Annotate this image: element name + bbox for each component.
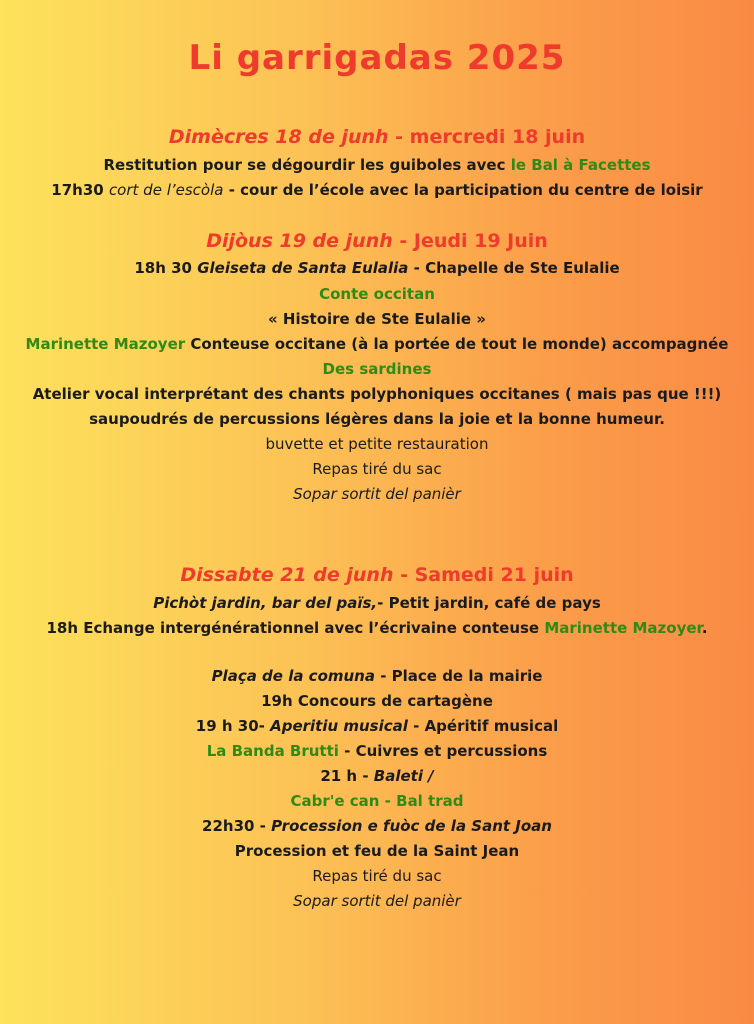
day3-banda-name: La Banda Brutti <box>206 742 339 760</box>
day3-procession-time: 22h30 - <box>202 817 272 835</box>
day1-bal-facettes: le Bal à Facettes <box>510 156 651 174</box>
day3-baleti-time: 21 h - <box>320 767 374 785</box>
day3-placa-oc: Plaça de la comuna <box>211 667 375 685</box>
day3-echange-marinette: Marinette Mazoyer <box>544 619 702 637</box>
day2-atelier2: saupoudrés de percussions légères dans la joie et la bonne humeur. <box>89 410 665 428</box>
day2-heading <box>0 228 754 255</box>
day1-heading-fr: mercredi 18 juin <box>409 126 586 148</box>
day1-line2-oc: cort de l’escòla <box>108 181 224 199</box>
day2-conte: Conte occitan <box>319 285 435 303</box>
day3-procession-oc: Procession e fuòc de la Sant Joan <box>271 817 552 835</box>
day2-repas: Repas tiré du sac <box>312 460 442 478</box>
day2-marinette-line <box>0 333 754 355</box>
day1-line2-time: 17h30 <box>51 181 109 199</box>
day2-conteuse: Conteuse occitane (à la portée de tout le monde) accompagnée <box>185 335 729 353</box>
day3-concours: 19h Concours de cartagène <box>261 692 493 710</box>
day3-heading-sep: - <box>393 564 415 586</box>
day3-jardin-fr: - Petit jardin, café de pays <box>377 594 601 612</box>
day3-banda-desc: - Cuivres et percussions <box>338 742 548 760</box>
day2-buvette: buvette et petite restauration <box>265 435 489 453</box>
day1-line1 <box>0 154 754 176</box>
day3-echange-dot: . <box>701 619 708 637</box>
day2-sardines: Des sardines <box>322 360 432 378</box>
day1-line2 <box>0 179 754 201</box>
day3-aperitiu-oc: Aperitiu musical <box>270 717 408 735</box>
day1-heading <box>0 124 754 151</box>
day2-sopar: Sopar sortit del panièr <box>293 485 461 503</box>
day2-heading-sep: - <box>392 230 414 252</box>
day2-atelier1: Atelier vocal interprétant des chants polyphoniques occitanes ( mais pas que !!!) <box>32 385 722 403</box>
day3-echange <box>0 617 754 639</box>
day1-heading-oc: Dimècres 18 de junh <box>168 126 389 148</box>
day2-histoire: « Histoire de Ste Eulalie » <box>267 310 486 328</box>
day2-marinette: Marinette Mazoyer <box>25 335 186 353</box>
day2-heading-oc: Dijòus 19 de junh <box>206 230 393 252</box>
day3-procession-fr: Procession et feu de la Saint Jean <box>234 842 520 860</box>
day2-line1 <box>0 257 754 279</box>
day3-aperitiu <box>0 715 754 737</box>
day3-aperitiu-fr: - Apéritif musical <box>407 717 559 735</box>
day1-line1-text: Restitution pour se dégourdir les guiboles avec <box>103 156 511 174</box>
day3-cabre: Cabr'e can - Bal trad <box>290 792 464 810</box>
day3-jardin-oc: Pichòt jardin, bar del païs, <box>153 594 378 612</box>
day1-heading-sep: - <box>388 126 410 148</box>
page-title: Li garrigadas 2025 <box>188 38 566 78</box>
day3-heading-fr: Samedi 21 juin <box>414 564 574 586</box>
day3-heading <box>0 562 754 589</box>
day3-placa-fr: - Place de la mairie <box>374 667 543 685</box>
day2-heading-fr: Jeudi 19 Juin <box>413 230 548 252</box>
day3-baleti-oc: Baleti / <box>373 767 434 785</box>
day3-repas: Repas tiré du sac <box>312 867 442 885</box>
day2-line1-fr: - Chapelle de Ste Eulalie <box>408 259 620 277</box>
day1-line2-fr: - cour de l’école avec la participation du centre de loisir <box>223 181 703 199</box>
day3-baleti <box>0 765 754 787</box>
day3-sopar: Sopar sortit del panièr <box>293 892 461 910</box>
day3-jardin <box>0 592 754 614</box>
day2-line1-time: 18h 30 <box>134 259 198 277</box>
day3-procession <box>0 815 754 837</box>
day3-aperitiu-time: 19 h 30- <box>195 717 271 735</box>
day2-line1-oc: Gleiseta de Santa Eulalia <box>197 259 409 277</box>
day3-heading-oc: Dissabte 21 de junh <box>180 564 394 586</box>
day3-placa <box>0 665 754 687</box>
day3-echange-text: 18h Echange intergénérationnel avec l’écrivaine conteuse <box>46 619 545 637</box>
day3-banda <box>0 740 754 762</box>
